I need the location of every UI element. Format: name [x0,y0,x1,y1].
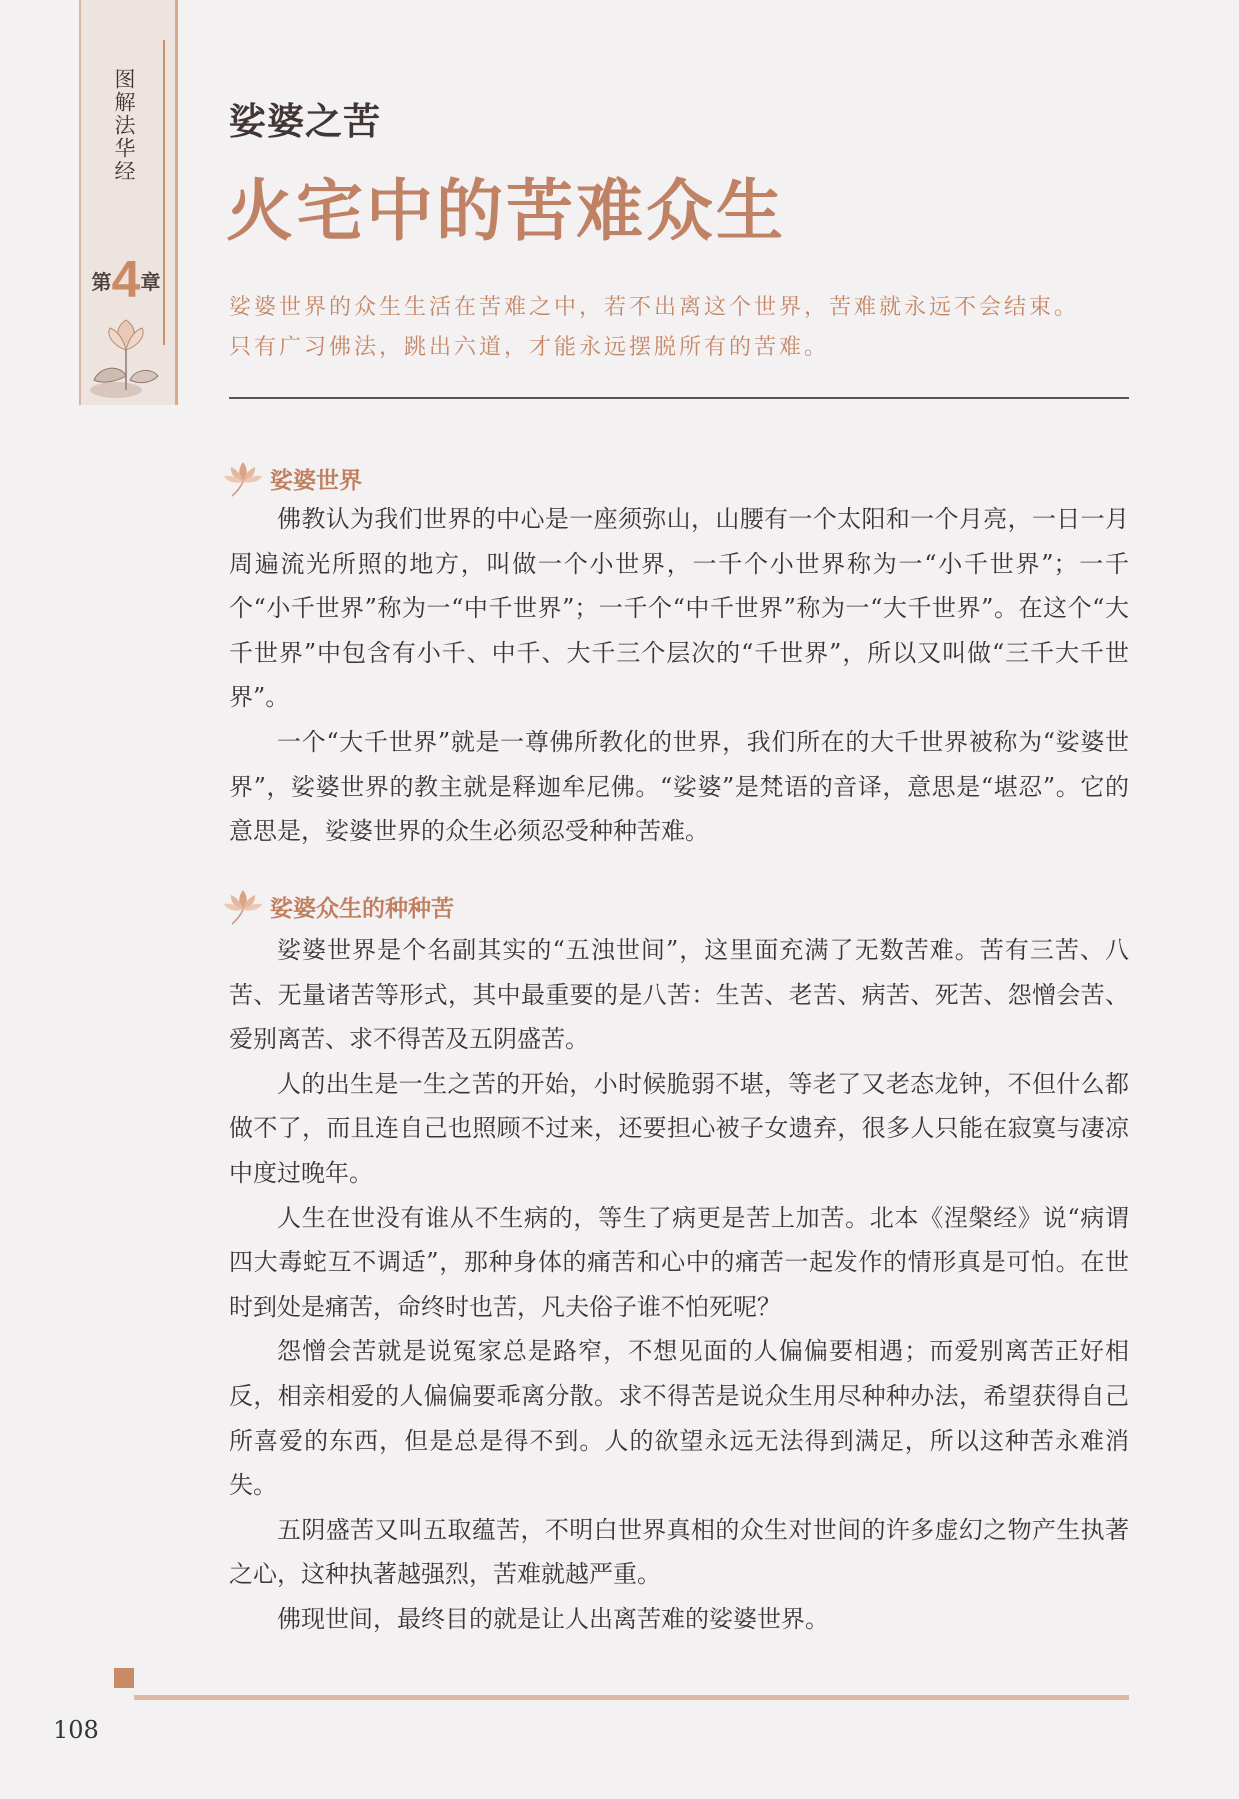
paragraph: 五阴盛苦又叫五取蕴苦，不明白世界真相的众生对世间的许多虚幻之物产生执著之心，这种执著越强烈，苦难就越严重。 [229,1515,1129,1589]
lotus-bullet-icon [222,886,264,926]
section-heading-text: 娑婆世界 [270,466,362,494]
paragraph: 佛现世间，最终目的就是让人出离苦难的娑婆世界。 [277,1604,829,1633]
footer-rule [134,1695,1129,1700]
section-body [229,497,1129,854]
section-body [229,928,1129,1642]
chapter-prefix: 第 [91,270,112,294]
paragraph: 一个“大千世界”就是一尊佛所教化的世界，我们所在的大千世界被称为“娑婆世界”，娑婆世界的教主就是释迦牟尼佛。“娑婆”是梵语的音译，意思是“堪忍”。它的意思是，娑婆世界的众生必须忍受种种苦难。 [229,727,1129,846]
paragraph: 人生在世没有谁从不生病的，等生了病更是苦上加苦。北本《涅槃经》说“病谓四大毒蛇互不调适”，那种身体的痛苦和心中的痛苦一起发作的情形真是可怕。在世时到处是痛苦，命终时也苦，凡夫俗子谁不怕死呢？ [229,1203,1129,1321]
page-number: 108 [53,1716,99,1744]
chapter-label [86,252,166,312]
lotus-bullet-icon [222,458,264,498]
section-heading [222,458,362,498]
footer-square-mark [114,1668,134,1688]
intro-line: 只有广习佛法，跳出六道，才能永远摆脱所有的苦难。 [229,335,830,360]
chapter-number: 4 [111,251,141,309]
article-subtitle: 娑婆之苦 [229,99,381,143]
chapter-suffix: 章 [140,270,161,294]
header-divider [229,397,1129,399]
paragraph: 娑婆世界是个名副其实的“五浊世间”，这里面充满了无数苦难。苦有三苦、八苦、无量诸苦等形式，其中最重要的是八苦：生苦、老苦、病苦、死苦、怨憎会苦、爱别离苦、求不得苦及五阴盛苦。 [229,936,1129,1054]
lotus-illustration-icon [86,310,166,402]
book-title: 图解法华经 [112,68,136,183]
section-heading-text: 娑婆众生的种种苦 [270,894,454,922]
tab-border-line [79,0,81,405]
intro-summary [229,288,1139,368]
paragraph: 佛教认为我们世界的中心是一座须弥山，山腰有一个太阳和一个月亮，一日一月周遍流光所照的地方，叫做一个小世界，一千个小世界称为一“小千世界”；一千个“小千世界”称为一“中千世界”；一千个“中千世界”称为一“大千世界”。在这个“大千世界”中包含有小千、中千、大千三个层次的“千世界”，所以又叫做“三千大千世界”。 [229,505,1129,712]
paragraph: 人的出生是一生之苦的开始，小时候脆弱不堪，等老了又老态龙钟，不但什么都做不了，而且连自己也照顾不过来，还要担心被子女遗弃，很多人只能在寂寞与凄凉中度过晚年。 [229,1069,1129,1187]
section-heading [222,886,454,926]
intro-line: 娑婆世界的众生生活在苦难之中，若不出离这个世界，苦难就永远不会结束。 [229,295,1080,320]
paragraph: 怨憎会苦就是说冤家总是路窄，不想见面的人偏偏要相遇；而爱别离苦正好相反，相亲相爱的人偏偏要乖离分散。求不得苦是说众生用尽种种办法，希望获得自己所喜爱的东西，但是总是得不到。人的欲望永远无法得到满足，所以这种苦永难消失。 [229,1337,1129,1500]
article-title: 火宅中的苦难众生 [226,171,786,250]
